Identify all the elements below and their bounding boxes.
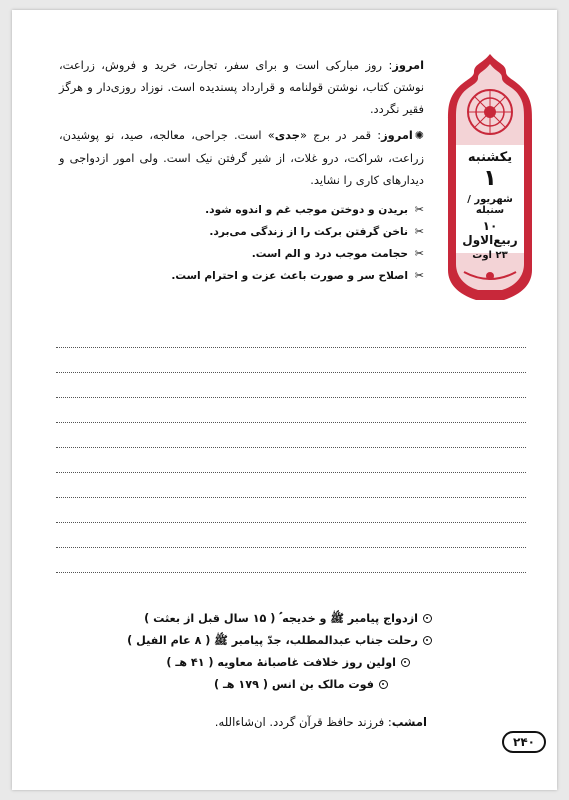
list-item: فوت مالک بن انس ( ۱۷۹ هـ ) [32,674,388,696]
moon-text-before: : قمر در برج « [299,128,382,142]
events-list [32,608,432,696]
bullet-icon [401,658,410,667]
solar-month-label: شهریور / سنبله [467,193,513,217]
note-line[interactable] [56,348,526,373]
note-line[interactable] [56,323,526,348]
list-item: رحلت جناب عبدالمطلب، جدّ پیامبر ﷺ ( ۸ عام الفیل ) [32,630,432,652]
list-item: ✂اصلاح سر و صورت باعث عزت و احترام است. [59,265,424,287]
moon-sign: جدی [274,128,300,142]
list-item: ✂بریدن و دوختن موجب غم و اندوه شود. [59,199,424,221]
tips-list [59,199,424,287]
weekday-label: یکشنبه [467,150,513,165]
calendar-page [12,10,557,790]
date-badge [444,50,536,305]
tonight-label: امشب [391,715,427,729]
list-item: ✂حجامت موجب درد و الم است. [59,243,424,265]
notes-area[interactable] [56,323,526,573]
list-item: ازدواج پیامبر ﷺ و خدیجه ؑ ( ۱۵ سال قبل از بعثت ) [32,608,432,630]
lunar-date-label: ۱۰ ربیع‌الاول [462,218,518,247]
tonight-note [215,715,427,729]
bullet-icon [379,680,388,689]
moon-text-after: » است. جراحی، معالجه، صید، نو پوشیدن، زراعت، شراکت، درو غلات، از شیر گرفتن نیک است. ولی امور ازدواجی و دیدارهای کاری را نشاید. [59,128,424,187]
date-card [456,145,524,261]
moon-label: امروز [381,128,413,142]
page-number: ۲۴۰ [502,731,546,753]
note-line[interactable] [56,548,526,573]
today-paragraph [59,54,424,120]
note-line[interactable] [56,498,526,523]
list-item: اولین روز خلافت غاصبانهٔ معاویه ( ۴۱ هـ ) [32,652,410,674]
today-label: امروز [392,58,424,72]
tonight-text: : فرزند حافظ قرآن گردد. ان‌شاءالله. [214,715,392,729]
sun-icon: ✺ [414,129,424,142]
scissors-icon: ✂ [414,247,424,260]
day-number: ۱ [483,165,497,191]
scissors-icon: ✂ [414,269,424,282]
note-line[interactable] [56,523,526,548]
bullet-icon [423,636,432,645]
day-description [59,54,424,287]
gregorian-date-label: ۲۳ اوت [472,249,508,261]
bullet-icon [423,614,432,623]
note-line[interactable] [56,398,526,423]
note-line[interactable] [56,423,526,448]
moon-paragraph [59,124,424,191]
note-line[interactable] [56,373,526,398]
note-line[interactable] [56,473,526,498]
scissors-icon: ✂ [414,225,424,238]
today-text: : روز مبارکی است و برای سفر، تجارت، خرید و فروش، زراعت، نوشتن کتاب، نوشتن قولنامه و قرارداد پسندیده است. نوزاد روزی‌دار و هرگز فقیر نگردد. [59,58,424,116]
list-item: ✂ناخن گرفتن برکت را از زندگی می‌برد. [59,221,424,243]
scissors-icon: ✂ [414,203,424,216]
note-line[interactable] [56,448,526,473]
